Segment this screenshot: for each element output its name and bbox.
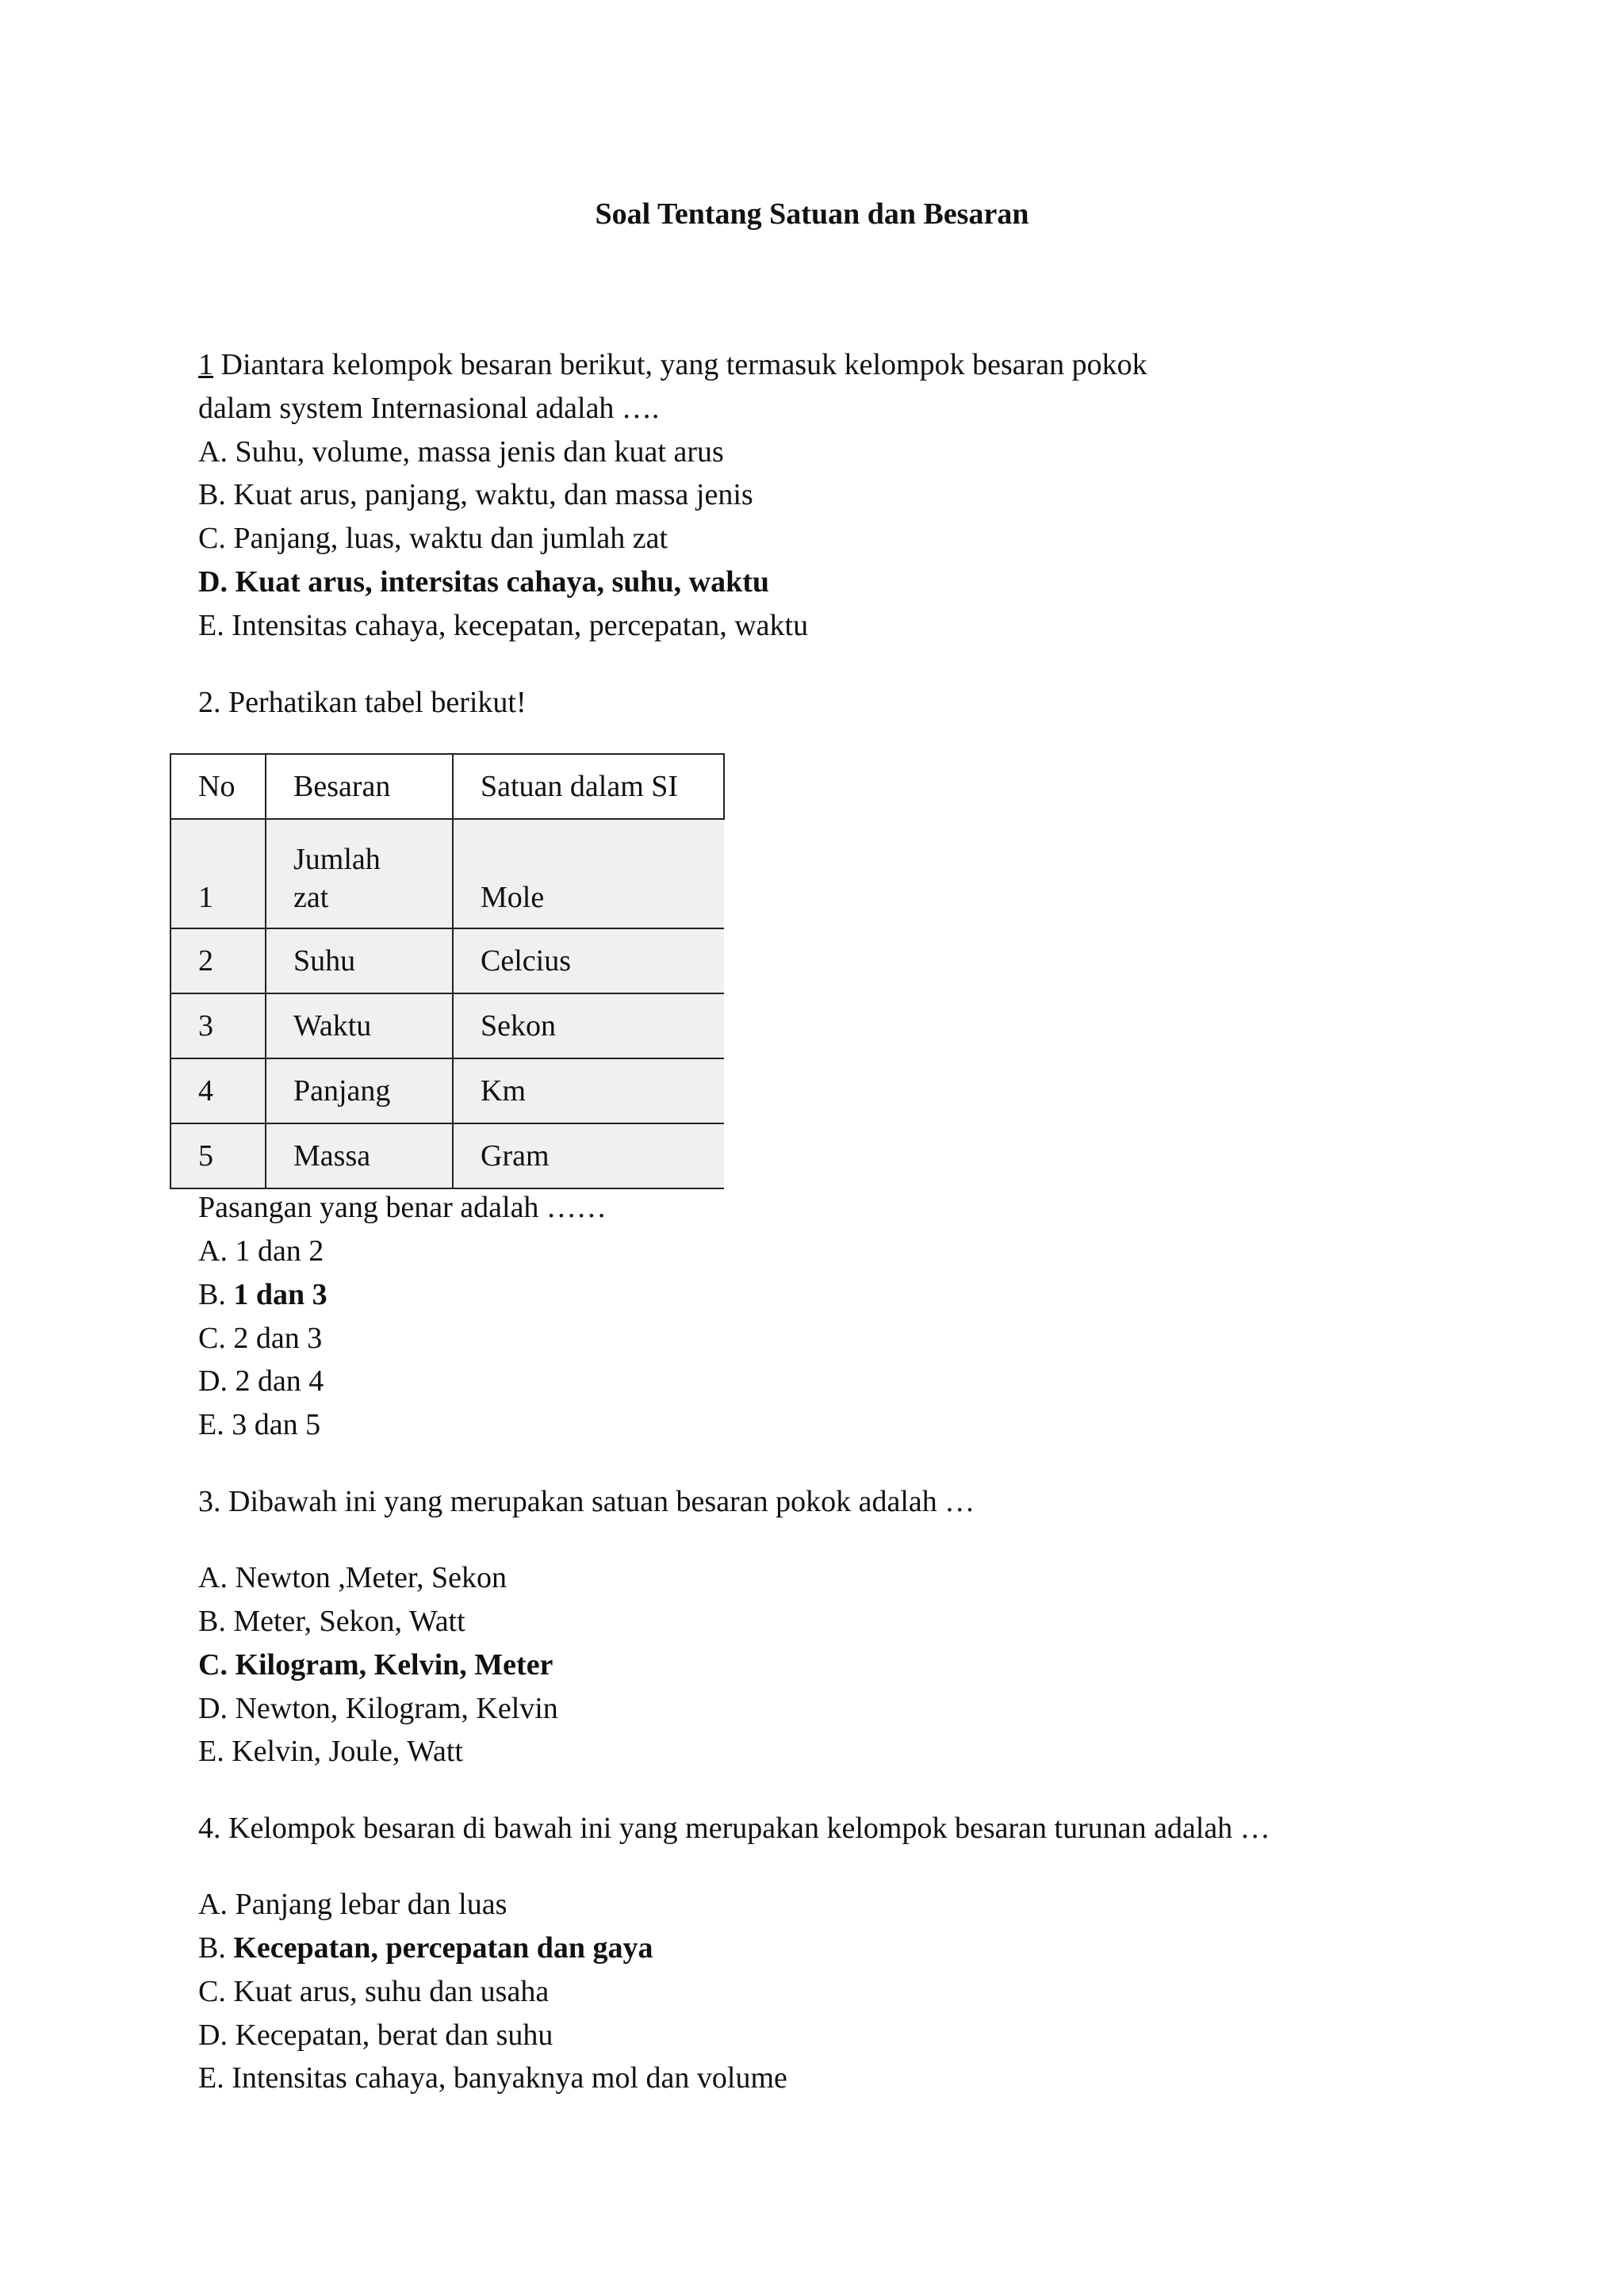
question-4-text: 4. Kelompok besaran di bawah ini yang merupakan kelompok besaran turunan adalah … bbox=[198, 1812, 1270, 1845]
question-3-option-d: D. Newton, Kilogram, Kelvin bbox=[198, 1692, 558, 1725]
question-2-option-b bbox=[198, 1276, 327, 1314]
question-3-option-c-answer: C. Kilogram, Kelvin, Meter bbox=[198, 1648, 553, 1682]
question-4-option-b-prefix: B. bbox=[198, 1931, 234, 1965]
table-cell-satuan: Sekon bbox=[453, 993, 724, 1058]
question-2-option-b-answer: 1 dan 3 bbox=[233, 1278, 327, 1311]
table-cell-no: 2 bbox=[170, 928, 266, 993]
table-cell-besaran-line-2: zat bbox=[293, 881, 329, 914]
table-cell-besaran-line-1: Jumlah bbox=[293, 843, 381, 876]
table-row bbox=[170, 1123, 724, 1188]
table-header-besaran: Besaran bbox=[266, 754, 453, 819]
table-cell-no: 1 bbox=[170, 819, 266, 928]
table-cell-no: 5 bbox=[170, 1123, 266, 1188]
table-row bbox=[170, 819, 724, 928]
table-cell-besaran: Massa bbox=[266, 1123, 453, 1188]
question-4-option-e: E. Intensitas cahaya, banyaknya mol dan volume bbox=[198, 2061, 787, 2095]
document-title: Soal Tentang Satuan dan Besaran bbox=[595, 197, 1029, 231]
question-1-line-1 bbox=[198, 346, 1147, 384]
table-cell-besaran: Waktu bbox=[266, 993, 453, 1058]
table-header-no: No bbox=[170, 754, 266, 819]
question-1-line-2: dalam system Internasional adalah …. bbox=[198, 392, 660, 425]
table-row bbox=[170, 993, 724, 1058]
question-4-option-d: D. Kecepatan, berat dan suhu bbox=[198, 2019, 553, 2052]
question-1-option-a: A. Suhu, volume, massa jenis dan kuat arus bbox=[198, 435, 724, 469]
question-3-option-e: E. Kelvin, Joule, Watt bbox=[198, 1735, 463, 1768]
question-2-option-a: A. 1 dan 2 bbox=[198, 1234, 324, 1268]
question-1-option-b: B. Kuat arus, panjang, waktu, dan massa jenis bbox=[198, 478, 753, 511]
table-cell-besaran: Suhu bbox=[266, 928, 453, 993]
question-1-text-1: Diantara kelompok besaran berikut, yang termasuk kelompok besaran pokok bbox=[213, 348, 1147, 381]
question-2-prompt: Pasangan yang benar adalah …… bbox=[198, 1191, 607, 1224]
table-cell-satuan: Mole bbox=[453, 819, 724, 928]
table-cell-satuan: Gram bbox=[453, 1123, 724, 1188]
table-header-row bbox=[170, 754, 724, 819]
question-4-option-a: A. Panjang lebar dan luas bbox=[198, 1888, 508, 1921]
question-3-option-b: B. Meter, Sekon, Watt bbox=[198, 1605, 465, 1638]
table-cell-besaran: Panjang bbox=[266, 1058, 453, 1123]
question-2-option-e: E. 3 dan 5 bbox=[198, 1408, 321, 1441]
question-2-option-b-prefix: B. bbox=[198, 1278, 234, 1311]
table-row bbox=[170, 928, 724, 993]
question-1-option-d-answer: D. Kuat arus, intersitas cahaya, suhu, waktu bbox=[198, 565, 769, 599]
table-cell-no: 3 bbox=[170, 993, 266, 1058]
question-2-option-d: D. 2 dan 4 bbox=[198, 1364, 324, 1398]
question-1-option-e: E. Intensitas cahaya, kecepatan, percepatan, waktu bbox=[198, 609, 809, 642]
question-4-option-b-answer: Kecepatan, percepatan dan gaya bbox=[233, 1931, 653, 1965]
question-1-number: 1 bbox=[198, 348, 213, 381]
question-2-text: 2. Perhatikan tabel berikut! bbox=[198, 686, 527, 719]
question-1-option-c: C. Panjang, luas, waktu dan jumlah zat bbox=[198, 522, 668, 555]
question-4-option-b bbox=[198, 1929, 653, 1967]
table-cell-no: 4 bbox=[170, 1058, 266, 1123]
table-cell-besaran bbox=[266, 819, 453, 928]
table-cell-satuan: Celcius bbox=[453, 928, 724, 993]
table-cell-satuan: Km bbox=[453, 1058, 724, 1123]
table-header-satuan: Satuan dalam SI bbox=[453, 754, 724, 819]
units-table bbox=[170, 753, 725, 1189]
question-4-option-c: C. Kuat arus, suhu dan usaha bbox=[198, 1975, 550, 2008]
question-3-text: 3. Dibawah ini yang merupakan satuan besaran pokok adalah … bbox=[198, 1485, 975, 1518]
table-row bbox=[170, 1058, 724, 1123]
question-2-option-c: C. 2 dan 3 bbox=[198, 1322, 323, 1355]
question-3-option-a: A. Newton ,Meter, Sekon bbox=[198, 1561, 507, 1594]
